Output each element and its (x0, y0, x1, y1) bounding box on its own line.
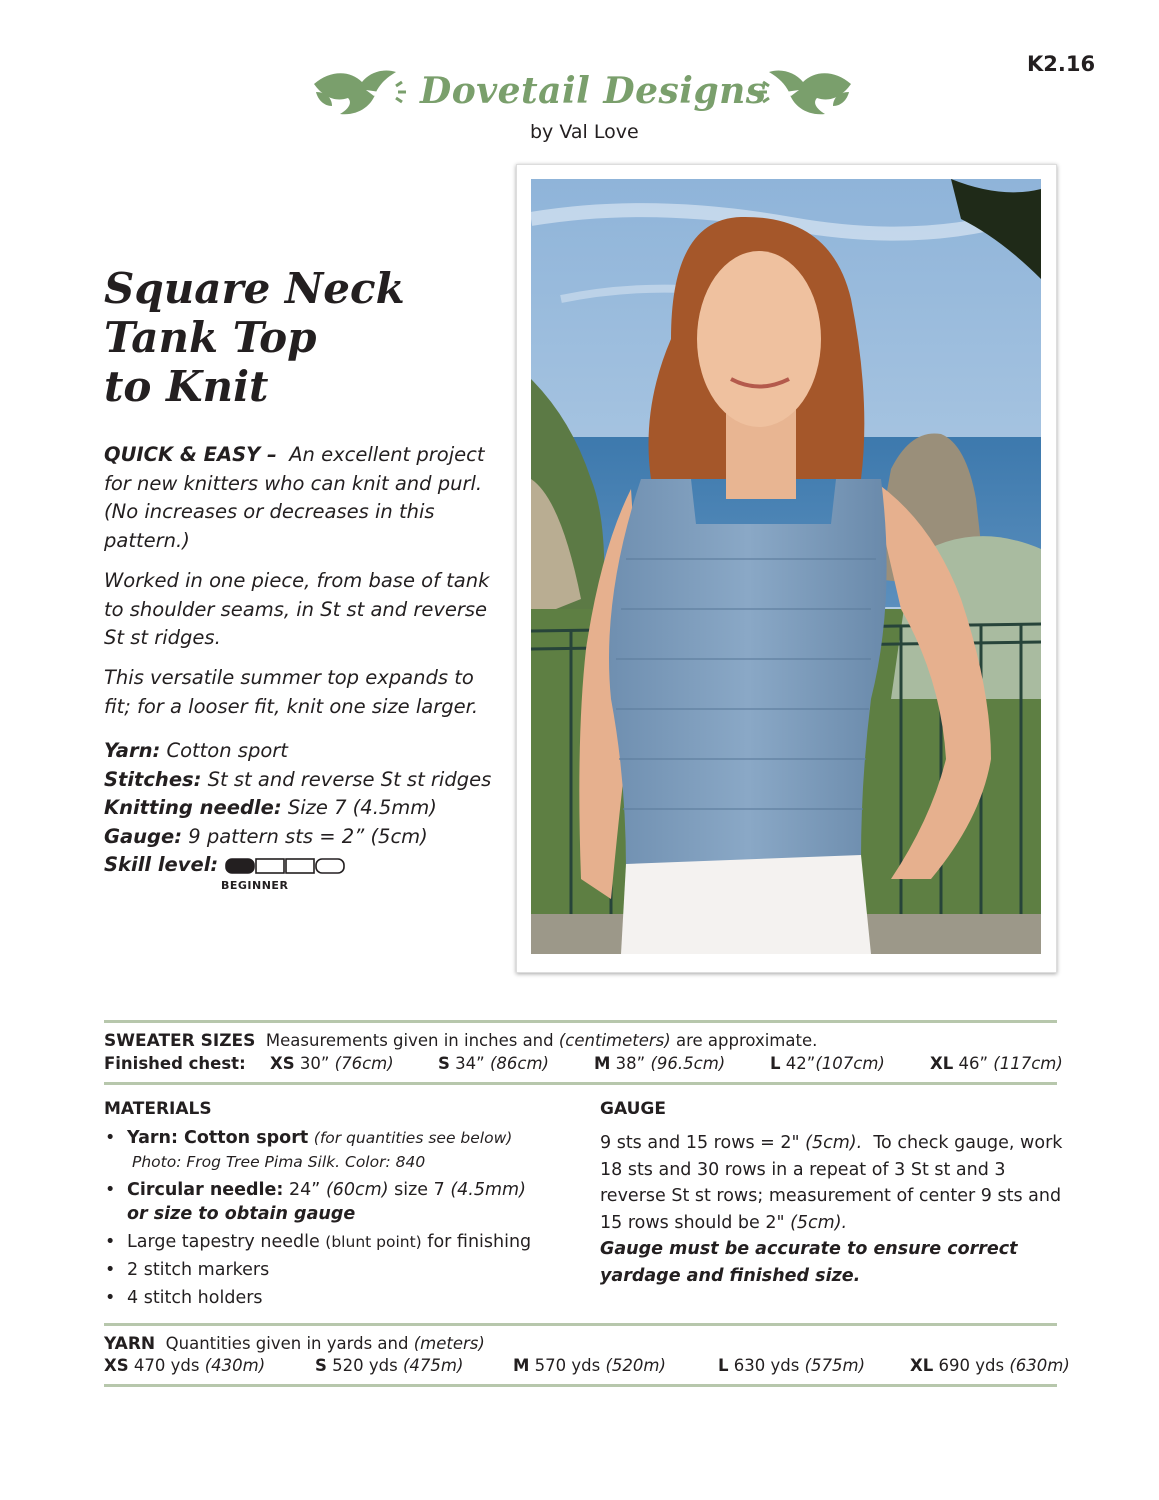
gauge-warning: Gauge must be accurate to ensure correct (600, 1239, 1018, 1259)
list-item: • 2 stitch markers (105, 1260, 270, 1280)
pattern-specs (104, 737, 491, 880)
size-cell: XL 46” (117cm) (930, 1054, 1063, 1073)
yarn-note: Quantities given in yards and (165, 1334, 409, 1353)
skill-cell-empty (286, 859, 314, 873)
list-item-note: or size to obtain gauge (127, 1204, 356, 1224)
list-item: • Large tapestry needle (blunt point) for finishing (105, 1232, 532, 1252)
list-item: • Circular needle: 24” (60cm) size 7 (4.5mm) (105, 1180, 526, 1200)
title-line: Tank Top (104, 313, 317, 362)
gauge-heading: GAUGE (600, 1099, 666, 1119)
spec-value: St st and reverse St st ridges (207, 767, 492, 791)
materials-heading: MATERIALS (104, 1099, 212, 1119)
model-photo (531, 179, 1041, 954)
yarn-photo-note: Photo: Frog Tree Pima Silk. Color: 840 (132, 1153, 426, 1171)
left-dove-icon (314, 70, 406, 114)
intro-paragraph (104, 441, 494, 555)
spec-label: Gauge: (104, 824, 183, 848)
gauge-warning: yardage and finished size. (600, 1265, 861, 1286)
spec-value: 9 pattern sts = 2” (5cm) (188, 824, 428, 848)
divider (104, 1323, 1057, 1326)
list-item: • Yarn: Cotton sport (for quantities see below) (105, 1128, 513, 1148)
divider (104, 1384, 1057, 1387)
sizes-note-unit: (centimeters) (558, 1031, 671, 1050)
yarn-cell: M 570 yds (520m) (513, 1356, 666, 1375)
materials-list (104, 1126, 531, 1310)
skill-cell-empty (316, 859, 344, 873)
pattern-title (104, 264, 405, 411)
yarn-cell: L 630 yds (575m) (718, 1356, 866, 1375)
spec-label: Skill level: (104, 853, 219, 876)
byline: by Val Love (530, 121, 639, 143)
yarn-note-unit: (meters) (413, 1334, 485, 1353)
pattern-code: K2.16 (1027, 52, 1096, 76)
spec-value: Cotton sport (166, 739, 288, 762)
size-cell: S 34” (86cm) (438, 1054, 549, 1073)
gauge-text: 9 sts and 15 rows = 2" (5cm). To check gauge, work 18 sts and 30 rows in a repeat of 3 St st and 3 reverse St st rows; measurement of center 9 sts and 15 rows should be 2" (5cm). Gauge must be accurate to ensure correct yardage and finished size. (600, 1133, 1063, 1286)
sizes-intro (104, 1031, 817, 1051)
yarn-cell: S 520 yds (475m) (315, 1356, 464, 1375)
skill-level-meter (224, 857, 348, 875)
size-cell: L 42”(107cm) (770, 1054, 885, 1073)
intro-paragraph-3: This versatile summer top expands to fit; for a looser fit, knit one size larger. (104, 666, 479, 718)
sizes-heading: SWEATER SIZES (104, 1031, 256, 1051)
intro-lead-text: An excellent project for new knitters who can knit and purl. (No increases or decreases in this pattern.) (104, 443, 485, 552)
row-label: Finished chest: (104, 1054, 246, 1073)
spec-value: Size 7 (4.5mm) (287, 796, 437, 819)
divider (104, 1020, 1057, 1023)
yarn-cell: XS 470 yds (430m) (104, 1356, 266, 1375)
size-cell: M 38” (96.5cm) (594, 1054, 726, 1073)
sizes-note-end: are approximate. (675, 1031, 818, 1050)
skill-cell-filled (226, 859, 254, 873)
divider (104, 1082, 1057, 1085)
yarn-intro (104, 1334, 485, 1354)
title-line: to Knit (104, 362, 269, 411)
right-dove-icon (759, 70, 851, 114)
skill-cell-empty (256, 859, 284, 873)
yarn-heading: YARN (104, 1334, 156, 1354)
spec-label: Yarn: (104, 739, 161, 762)
brand-name: Dovetail Designs (420, 70, 767, 112)
title-line: Square Neck (104, 264, 405, 313)
spec-label: Stitches: (104, 767, 202, 791)
yarn-cell: XL 690 yds (630m) (910, 1356, 1070, 1375)
size-cell: XS 30” (76cm) (270, 1054, 394, 1073)
skill-caption: BEGINNER (221, 879, 289, 892)
spec-label: Knitting needle: (104, 796, 282, 819)
intro-lead-label: QUICK & EASY – (104, 443, 277, 466)
list-item: • 4 stitch holders (105, 1288, 263, 1308)
intro-paragraph-2: Worked in one piece, from base of tank to shoulder seams, in St st and reverse St st ridges. (104, 569, 490, 649)
sizes-note: Measurements given in inches and (265, 1031, 554, 1050)
